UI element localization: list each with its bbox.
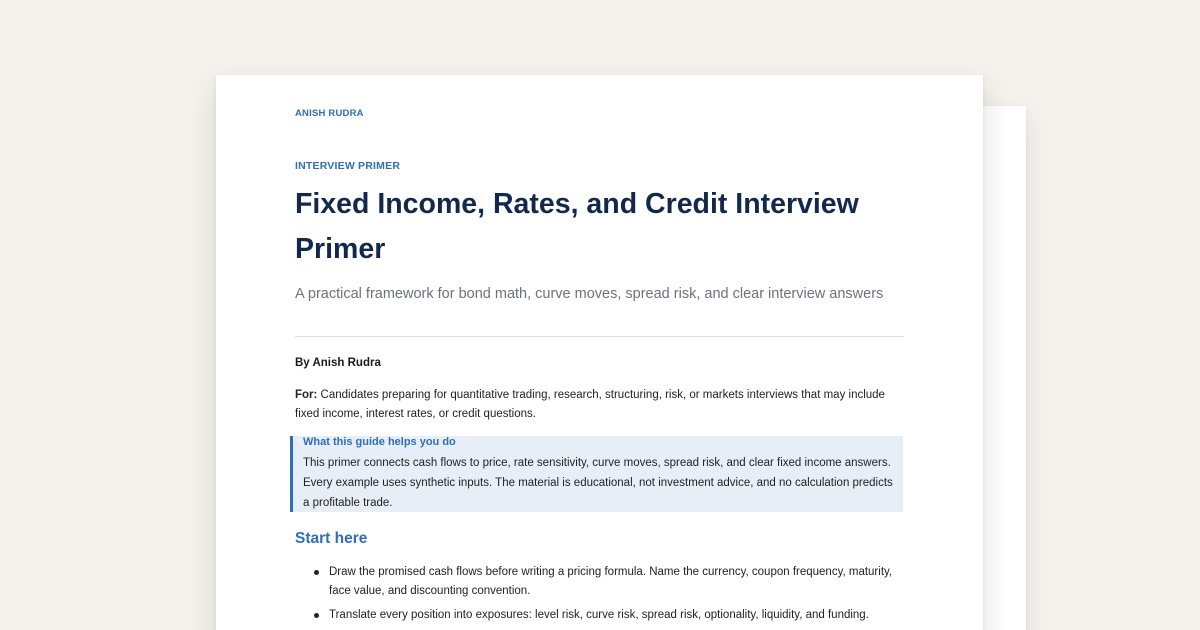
author-tag: ANISH RUDRA — [295, 108, 364, 119]
title-divider — [295, 336, 904, 337]
callout-body: This primer connects cash flows to price, rate sensitivity, curve moves, spread risk, and clear fixed income answers. Every example uses synthetic inputs. The material is educational, not investment advice, and no calculation predicts a profitable trade. — [303, 457, 893, 509]
list-item-text: Draw the promised cash flows before writing a pricing formula. Name the currency, coupon frequency, maturity, face value, and discounting convention. — [329, 566, 893, 597]
page-title: Fixed Income, Rates, and Credit Interview Primer — [295, 188, 859, 265]
document-kicker: INTERVIEW PRIMER — [295, 160, 401, 172]
bullet-dot-icon — [314, 570, 319, 575]
guide-callout — [290, 436, 903, 512]
document-sheet — [216, 75, 983, 630]
list-item — [295, 606, 895, 625]
callout-title: What this guide helps you do — [303, 436, 456, 448]
audience-text: Candidates preparing for quantitative trading, research, structuring, risk, or markets interviews that may include fixed income, interest rates, or credit questions. — [295, 389, 885, 420]
byline: By Anish Rudra — [295, 357, 381, 369]
audience-label: For: — [295, 389, 318, 401]
audience-statement — [295, 386, 895, 424]
page-subtitle: A practical framework for bond math, curve moves, spread risk, and clear interview answers — [295, 286, 884, 302]
list-item — [295, 563, 895, 600]
start-here-list — [295, 563, 895, 630]
list-item-text: Translate every position into exposures: level risk, curve risk, spread risk, optionality, liquidity, and funding. — [329, 609, 869, 621]
bullet-dot-icon — [314, 613, 319, 618]
section-heading-start-here: Start here — [295, 530, 368, 547]
